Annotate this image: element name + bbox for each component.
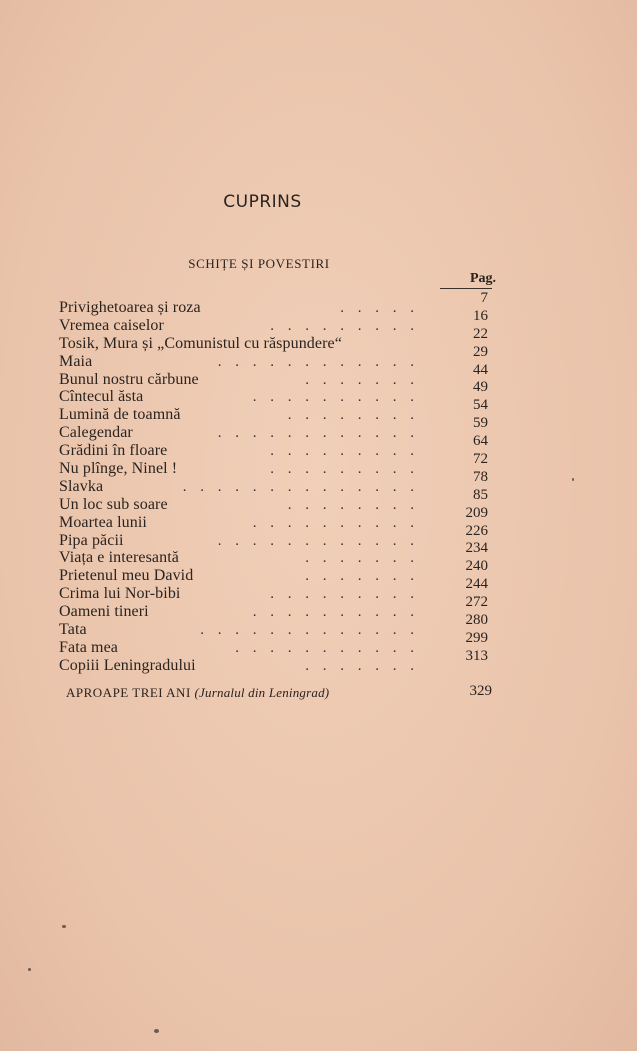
toc-entry-title: Grădini în floare [59,442,168,460]
paper-speck [572,478,574,481]
toc-entry-page: 72 [473,451,488,468]
toc-entry [59,567,419,585]
toc-entry-leader: . . . . . . . . . . [252,389,419,406]
toc-entry-leader: . . . . . . . [305,568,419,585]
toc-entry [59,585,419,603]
section-title: SCHIȚE ȘI POVESTIRI [188,256,330,271]
toc-entry-title: Calegendar [59,424,133,442]
toc-entry-page: 78 [473,468,488,485]
toc-entry-title: Un loc sub soare [59,495,168,513]
toc-entry-leader: . . . . . . . . . [270,586,419,603]
toc-entry-page: 240 [465,558,488,575]
toc-entry-page: 272 [465,594,488,611]
paper-speck [154,1029,159,1033]
toc-entry-title: Tosik, Mura și „Comunistul cu răspundere“ [59,334,342,352]
toc-entry-title: Tata [59,621,87,639]
toc-entry-leader: . . . . . . . [305,550,419,567]
toc-entry [59,317,419,335]
toc-entry-page: 244 [465,576,488,593]
toc-entry [59,388,419,406]
toc-entry-page: 16 [473,307,488,324]
toc-entry-leader: . . . . . . . . . . . . . [200,622,419,639]
toc-entry-title: Pipa păcii [59,531,124,549]
toc-entry-page: 299 [465,629,488,646]
toc-entry [59,478,419,496]
toc-entry-title: Bunul nostru cărbune [59,370,199,388]
toc-entry-leader: . . . . . [340,300,419,316]
toc-entry-leader: . . . . . . . . . . [252,604,419,621]
toc-entry-leader: . . . . . . . . . . . . [217,353,419,370]
toc-entry [59,639,419,657]
toc-entry-title: Oameni tineri [59,603,149,621]
toc-entry-leader: . . . . . . . . [287,496,419,513]
toc-entry [59,657,419,675]
toc-entry-leader: . . . . . . . . . [270,461,419,478]
toc-entry-leader: . . . . . . . . . . . [235,639,419,656]
toc-entry-title: Privighetoarea și roza [59,299,201,316]
toc-entry [59,514,419,532]
toc-entry [59,299,419,317]
toc-entry-page: 280 [465,612,488,629]
toc-entry-page: 49 [473,379,488,396]
toc-entry-leader: . . . . . . . . . . [252,514,419,531]
toc-entry-leader: . . . . . . . [305,371,419,388]
toc-entry-page: 22 [473,325,488,342]
toc-entry-title: Lumină de toamnă [59,406,181,424]
toc-entry [59,353,419,371]
toc-entry-page: 64 [473,433,488,450]
toc-entry-title: Slavka [59,477,104,495]
toc-entry-page: 54 [473,397,488,414]
toc-entry-title: Fata mea [59,638,118,656]
toc-entry-leader: . . . . . . . . . [270,443,419,460]
toc-entry-leader: . . . . . . . . . . . . . . [182,478,419,495]
toc-entry-title: Vremea caiselor [59,316,164,334]
toc-entry [59,621,419,639]
paper-speck [62,925,66,928]
toc-entry [59,603,419,621]
toc-entry-page: 7 [480,290,488,306]
toc-entry [59,442,419,460]
toc-entry-leader: . . . . . . . . [287,407,419,424]
toc-entry-title: Maia [59,352,93,370]
toc-entry [59,335,419,353]
toc-entry-page: 29 [473,343,488,360]
toc-entry-title: Cîntecul ăsta [59,388,144,406]
toc-entry-page: 209 [465,504,488,521]
toc-entry-leader: . . . . . . . . . . . . [217,425,419,442]
toc-entry [59,549,419,567]
toc-entry-page: 44 [473,361,488,378]
toc-entry-page: 226 [465,522,488,539]
toc-entry [59,371,419,389]
toc-entry-page: 59 [473,415,488,432]
appendix-subtitle: (Jurnalul din Leningrad) [194,685,330,700]
toc-entry-page: 234 [465,540,488,557]
toc-entry-title: Viața e interesantă [59,549,179,567]
toc-entry [59,406,419,424]
toc-entry-title: Copiii Leningradului [59,656,196,674]
toc-entry [59,424,419,442]
page-column-label: Pag. [469,271,496,286]
page-title: CUPRINS [223,192,302,212]
toc-entry [59,496,419,514]
appendix-title: APROAPE TREI ANI [66,685,191,700]
toc-entry-page: 313 [465,647,488,664]
toc-entry-leader: . . . . . . . . . [270,317,419,334]
appendix-page-number: 329 [469,683,492,699]
toc-entry [59,460,419,478]
toc-page-numbers [440,290,488,666]
toc-entry-leader: . . . . . . . . . . . . [217,532,419,549]
toc-entry-title: Crima lui Nor-bibi [59,585,181,603]
toc-entry-page: 85 [473,486,488,503]
toc-entry [59,532,419,550]
toc-entry-title: Nu plînge, Ninel ! [59,460,178,478]
toc-list [59,299,419,675]
appendix-entry [66,685,329,701]
toc-entry-title: Prietenul meu David [59,567,194,585]
page-column-rule [440,288,492,289]
toc-entry-title: Moartea lunii [59,513,147,531]
toc-entry-leader: . . . . . . . [305,657,419,674]
paper-speck [28,968,31,971]
